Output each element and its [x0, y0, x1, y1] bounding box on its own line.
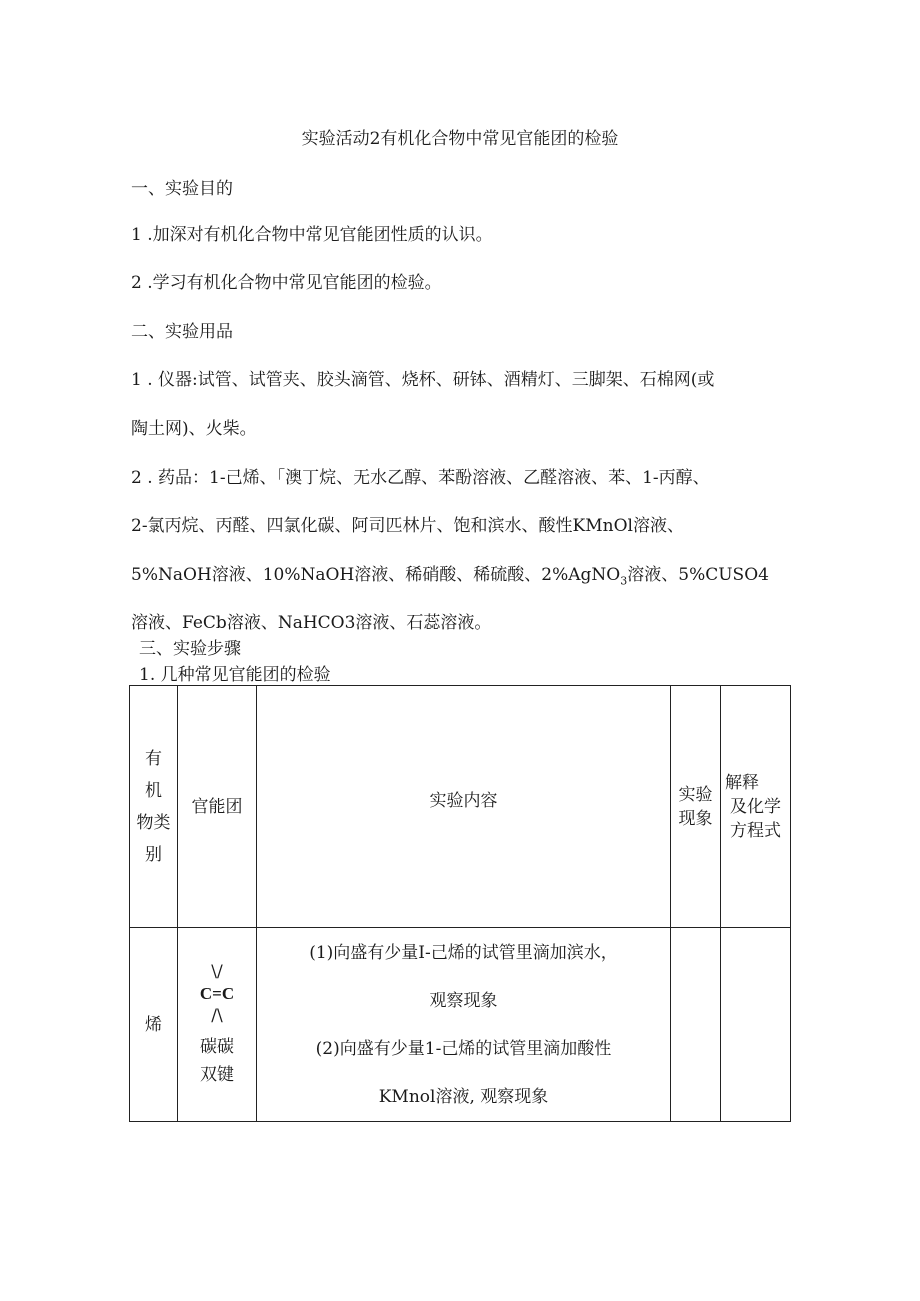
functional-group-table [129, 685, 791, 1122]
page-title: 实验活动2有机化合物中常见官能团的检验 [301, 129, 619, 149]
row-category: 烯 [130, 928, 178, 1122]
content-line: 观察现象 [429, 990, 498, 1011]
reagents-line-3-b: 溶液、5%CUSO4 [627, 565, 769, 585]
header-explain-line: 解释 [725, 772, 759, 793]
header-content [257, 686, 671, 928]
group-name-line: 碳碳 [200, 1036, 234, 1057]
header-category-line: 物类 [136, 812, 171, 833]
table-header-row [130, 686, 791, 928]
header-category [130, 686, 178, 928]
instruments-line-1: 1 . 仪器:试管、试管夹、胶头滴管、烧杯、研钵、酒精灯、三脚架、石棉网(或 [131, 370, 715, 390]
content-line: KMnol溶液, 观察现象 [378, 1086, 549, 1107]
header-category-line: 别 [145, 844, 162, 865]
group-formula: C=C [199, 983, 235, 1003]
section-heading-materials: 二、实验用品 [131, 322, 233, 342]
row-explain [721, 928, 791, 1122]
section-heading-purpose: 一、实验目的 [131, 179, 233, 199]
row-phenomenon [671, 928, 721, 1122]
header-category-line: 有 [145, 748, 162, 769]
instruments-line-2: 陶土网)、火柴。 [131, 419, 257, 439]
reagents-line-3 [131, 564, 769, 592]
header-explain-line: 及化学 [730, 796, 781, 817]
header-explain [721, 686, 791, 928]
header-group: 官能团 [178, 686, 257, 928]
header-content-label: 实验内容 [429, 790, 498, 811]
steps-subheading-1: 1. 几种常见官能团的检验 [139, 665, 331, 685]
section-heading-steps: 三、实验步骤 [139, 639, 241, 659]
group-name-line: 双键 [200, 1064, 234, 1085]
reagents-line-3-sub: 3 [620, 574, 628, 588]
reagents-line-2: 2-氯丙烷、丙醛、四氯化碳、阿司匹林片、饱和滨水、酸性KMnOl溶液、 [131, 516, 684, 536]
purpose-item-1: 1 .加深对有机化合物中常见官能团性质的认识。 [131, 225, 493, 245]
header-phenomenon-line: 现象 [678, 808, 713, 829]
group-bond-top: \/ [211, 961, 223, 982]
group-bond-bottom: /\ [211, 1005, 223, 1026]
reagents-line-3-a: 5%NaOH溶液、10%NaOH溶液、稀硝酸、稀硫酸、2%AgNO [131, 565, 621, 585]
row-content [257, 928, 671, 1122]
header-explain-line: 方程式 [730, 820, 781, 841]
reagents-line-1: 2 . 药品：1-己烯、「澳丁烷、无水乙醇、苯酚溶液、乙醛溶液、苯、1-丙醇、 [131, 468, 710, 488]
table-row [130, 928, 791, 1122]
header-phenomenon [671, 686, 721, 928]
header-phenomenon-line: 实验 [678, 784, 713, 805]
content-line: (1)向盛有少量I-己烯的试管里滴加滨水， [309, 942, 618, 963]
content-line: (2)向盛有少量1-己烯的试管里滴加酸性 [315, 1038, 612, 1059]
row-group [178, 928, 257, 1122]
header-category-line: 机 [145, 780, 162, 801]
purpose-item-2: 2 .学习有机化合物中常见官能团的检验。 [131, 273, 442, 293]
reagents-line-4: 溶液、FeCb溶液、NaHCO3溶液、石蕊溶液。 [131, 613, 492, 633]
